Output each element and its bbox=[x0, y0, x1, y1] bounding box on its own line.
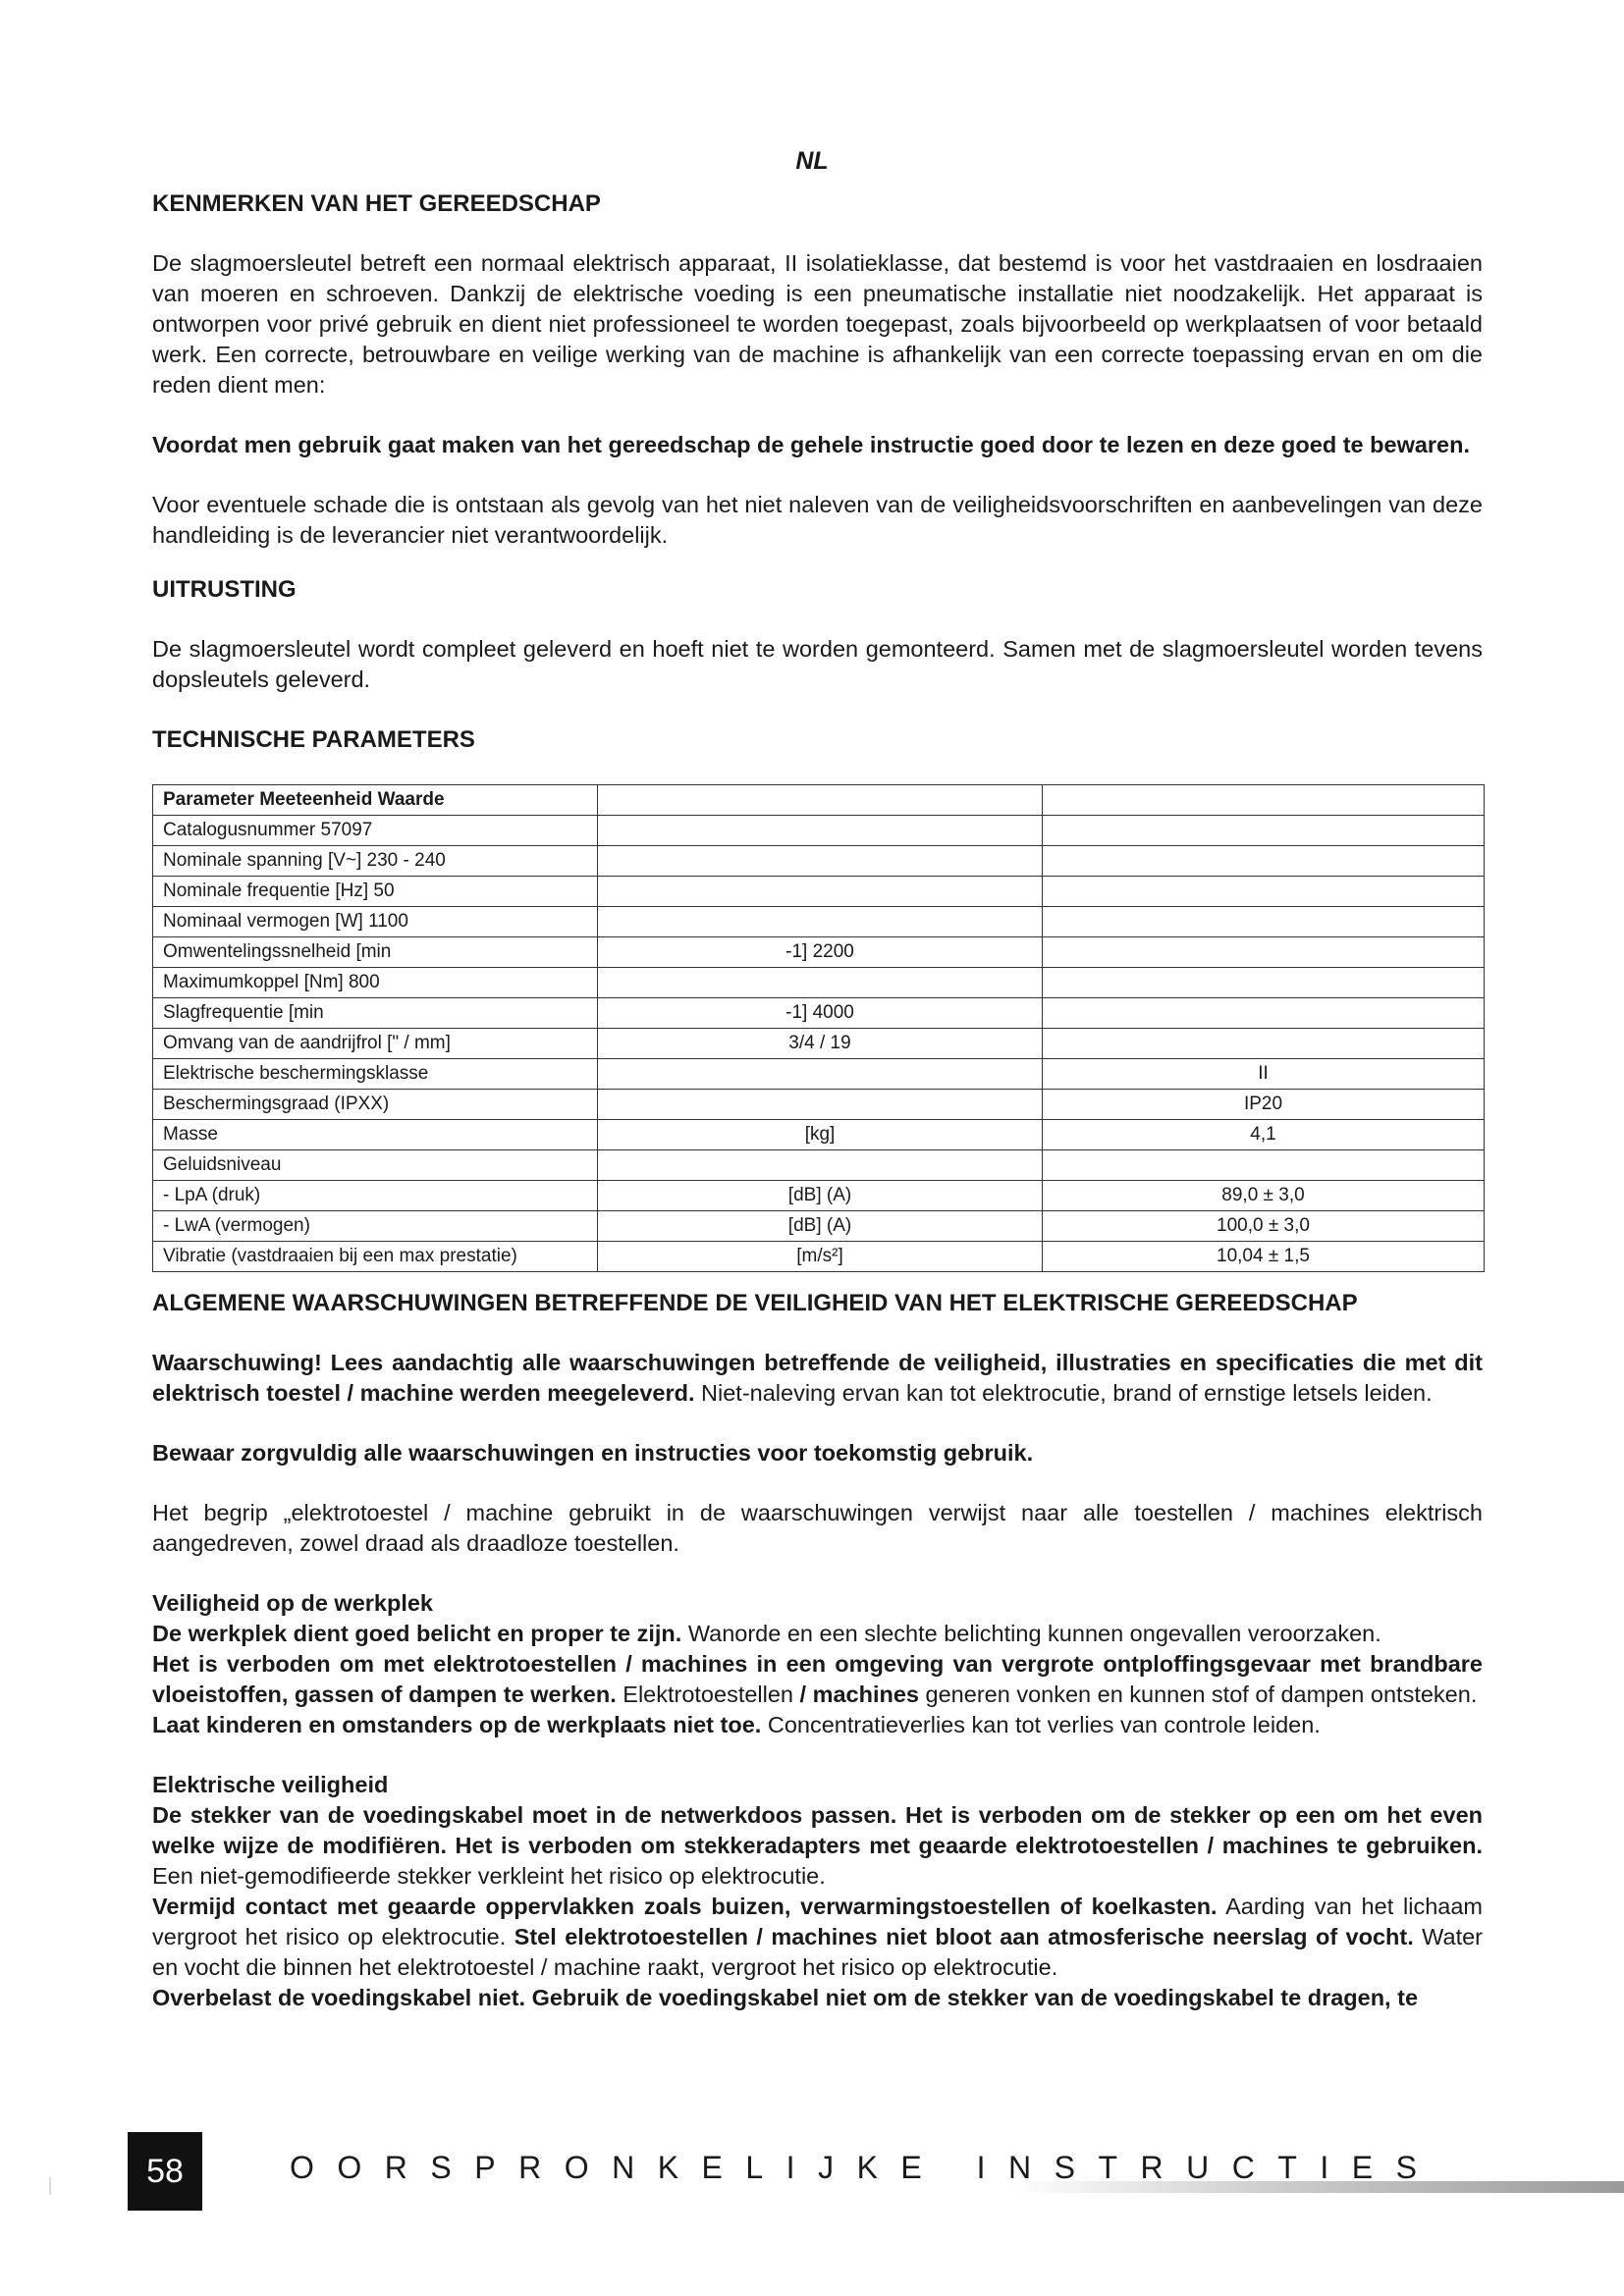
table-cell: 89,0 ± 3,0 bbox=[1043, 1181, 1485, 1211]
werkplek-line-2-bold: Het is verboden om met elektrotoestellen / machines in een omgeving van vergrote ontploffingsgevaar met brandbare vloeistoffen, gassen of dampen te werken. bbox=[152, 1651, 1483, 1707]
elektrisch-p2-text: Aarding van het lichaam vergroot het risico op elektrocutie. bbox=[152, 1894, 1483, 1949]
table-cell bbox=[1043, 785, 1485, 816]
werkplek-line-1 bbox=[152, 1619, 1483, 1649]
table-cell: Elektrische beschermingsklasse bbox=[153, 1059, 598, 1090]
table-row bbox=[153, 1120, 1485, 1150]
table-row bbox=[153, 877, 1485, 907]
elektrisch-p2-bold: Vermijd contact met geaarde oppervlakken zoals buizen, verwarmingstoestellen of koelkasten. bbox=[152, 1894, 1218, 1919]
table-row bbox=[153, 846, 1485, 877]
warning-normal: Niet-naleving ervan kan tot elektrocutie, brand of ernstige letsels leiden. bbox=[694, 1380, 1433, 1406]
table-cell: Geluidsniveau bbox=[153, 1150, 598, 1181]
elektrisch-p1-bold: De stekker van de voedingskabel moet in de netwerkdoos passen. Het is verboden om de stekker op een om het even welke wijze de modifiëren. Het is verboden om stekkeradapters met geaarde elektrotoestellen / machines te gebruiken. bbox=[152, 1802, 1483, 1858]
table-cell bbox=[598, 968, 1043, 998]
elektrisch-paragraph-3 bbox=[152, 1983, 1483, 2013]
table-cell bbox=[1043, 846, 1485, 877]
table-cell bbox=[1043, 968, 1485, 998]
heading-kenmerken: KENMERKEN VAN HET GEREEDSCHAP bbox=[152, 190, 601, 217]
table-cell bbox=[598, 877, 1043, 907]
table-cell bbox=[1043, 816, 1485, 846]
werkplek-line-1-text: Wanorde en een slechte belichting kunnen ongevallen veroorzaken. bbox=[681, 1621, 1381, 1646]
table-cell: 10,04 ± 1,5 bbox=[1043, 1242, 1485, 1272]
elektrisch-p2-bold-b: Stel elektrotoestellen / machines niet bloot aan atmosferische neerslag of vocht. bbox=[514, 1924, 1414, 1949]
warning-paragraph bbox=[152, 1348, 1483, 1409]
table-cell: II bbox=[1043, 1059, 1485, 1090]
elektrisch-paragraph-2 bbox=[152, 1892, 1483, 1983]
werkplek-line-1-bold: De werkplek dient goed belicht en proper te zijn. bbox=[152, 1621, 682, 1646]
table-row bbox=[153, 1150, 1485, 1181]
table-cell: [dB] (A) bbox=[598, 1181, 1043, 1211]
table-cell: - LpA (druk) bbox=[153, 1181, 598, 1211]
elektrisch-p2-text-b: Water en vocht die binnen het elektrotoestel / machine raakt, vergroot het risico op elektrocutie. bbox=[152, 1924, 1483, 1980]
keep-instructions-paragraph bbox=[152, 1438, 1483, 1468]
werkplek-line-2-bold-b: / machines bbox=[799, 1682, 920, 1707]
table-cell: Nominale frequentie [Hz] 50 bbox=[153, 877, 598, 907]
werkplek-line-3 bbox=[152, 1710, 1483, 1740]
heading-technische-parameters: TECHNISCHE PARAMETERS bbox=[152, 726, 475, 753]
table-cell: Slagfrequentie [min bbox=[153, 998, 598, 1029]
table-row bbox=[153, 1181, 1485, 1211]
table-cell: Maximumkoppel [Nm] 800 bbox=[153, 968, 598, 998]
table-cell: [dB] (A) bbox=[598, 1211, 1043, 1242]
table-cell bbox=[598, 846, 1043, 877]
table-row bbox=[153, 816, 1485, 846]
elektrisch-section bbox=[152, 1770, 1483, 2013]
table-cell bbox=[598, 907, 1043, 937]
table-cell bbox=[1043, 1029, 1485, 1059]
technical-parameters-table bbox=[152, 784, 1485, 1272]
kenmerken-bold-paragraph bbox=[152, 430, 1483, 460]
table-cell: [kg] bbox=[598, 1120, 1043, 1150]
table-row bbox=[153, 1059, 1485, 1090]
table-cell bbox=[598, 1090, 1043, 1120]
table-cell bbox=[598, 816, 1043, 846]
table-cell: Nominale spanning [V~] 230 - 240 bbox=[153, 846, 598, 877]
table-row bbox=[153, 1090, 1485, 1120]
table-cell: -1] 2200 bbox=[598, 937, 1043, 968]
table-row bbox=[153, 1242, 1485, 1272]
table-row bbox=[153, 998, 1485, 1029]
table-cell: Omwentelingssnelheid [min bbox=[153, 937, 598, 968]
werkplek-line-2 bbox=[152, 1649, 1483, 1710]
table-cell bbox=[1043, 907, 1485, 937]
elektrisch-paragraph-1 bbox=[152, 1800, 1483, 1892]
page-number: 58 bbox=[128, 2132, 202, 2211]
table-cell bbox=[598, 1059, 1043, 1090]
werkplek-line-3-bold: Laat kinderen en omstanders op de werkplaats niet toe. bbox=[152, 1712, 762, 1737]
table-row bbox=[153, 937, 1485, 968]
table-cell bbox=[598, 1150, 1043, 1181]
uitrusting-paragraph: De slagmoersleutel wordt compleet geleverd en hoeft niet te worden gemonteerd. Samen met de slagmoersleutel worden tevens dopsleutels geleverd. bbox=[152, 636, 1483, 692]
keep-instructions-text: Bewaar zorgvuldig alle waarschuwingen en instructies voor toekomstig gebruik. bbox=[152, 1440, 1034, 1466]
heading-uitrusting: UITRUSTING bbox=[152, 576, 297, 603]
table-row bbox=[153, 1211, 1485, 1242]
table-cell: Beschermingsgraad (IPXX) bbox=[153, 1090, 598, 1120]
werkplek-line-3-text: Concentratieverlies kan tot verlies van controle leiden. bbox=[761, 1712, 1321, 1737]
language-tag: NL bbox=[795, 147, 829, 175]
table-row bbox=[153, 1029, 1485, 1059]
table-cell: [m/s²] bbox=[598, 1242, 1043, 1272]
kenmerken-paragraph: De slagmoersleutel betreft een normaal elektrisch apparaat, II isolatieklasse, dat bestemd is voor het vastdraaien en losdraaien van moeren en schroeven. Dankzij de elektrische voeding is een pneumatische installatie niet noodzakelijk. Het apparaat is ontworpen voor privé gebruik en dient niet professioneel te worden toegepast, zoals bijvoorbeeld op werkplaatsen of voor betaald werk. Een correcte, betrouwbare en veilige werking van de machine is afhankelijk van een correcte toepassing ervan en om die reden dient men: bbox=[152, 250, 1483, 398]
table-row bbox=[153, 907, 1485, 937]
table-cell: -1] 4000 bbox=[598, 998, 1043, 1029]
page-content bbox=[152, 188, 1483, 2013]
table-cell: Parameter Meeteenheid Waarde bbox=[153, 785, 598, 816]
table-cell bbox=[1043, 937, 1485, 968]
table-cell: Omvang van de aandrijfrol [" / mm] bbox=[153, 1029, 598, 1059]
footer-title: OORSPRONKELIJKE INSTRUCTIES bbox=[290, 2150, 1440, 2185]
table-header-row bbox=[153, 785, 1485, 816]
table-cell bbox=[598, 785, 1043, 816]
table-cell: 3/4 / 19 bbox=[598, 1029, 1043, 1059]
heading-algemene-waarschuwingen: ALGEMENE WAARSCHUWINGEN BETREFFENDE DE VEILIGHEID VAN HET ELEKTRISCHE GEREEDSCHAP bbox=[152, 1290, 1358, 1316]
table-cell: 100,0 ± 3,0 bbox=[1043, 1211, 1485, 1242]
table-cell: - LwA (vermogen) bbox=[153, 1211, 598, 1242]
kenmerken-bold-text: Voordat men gebruik gaat maken van het gereedschap de gehele instructie goed door te lezen en deze goed te bewaren. bbox=[152, 432, 1471, 457]
table-cell: Nominaal vermogen [W] 1100 bbox=[153, 907, 598, 937]
werkplek-section bbox=[152, 1588, 1483, 1740]
warning-bold: Waarschuwing! Lees aandachtig alle waarschuwingen betreffende de veiligheid, illustraties en specificaties die met dit elektrisch toestel / machine werden meegeleverd. bbox=[152, 1350, 1483, 1406]
table-row bbox=[153, 968, 1485, 998]
table-cell bbox=[1043, 998, 1485, 1029]
elektrisch-heading: Elektrische veiligheid bbox=[152, 1772, 389, 1797]
table-cell: 4,1 bbox=[1043, 1120, 1485, 1150]
table-cell: Vibratie (vastdraaien bij een max prestatie) bbox=[153, 1242, 598, 1272]
table-cell: Masse bbox=[153, 1120, 598, 1150]
table-cell bbox=[1043, 877, 1485, 907]
werkplek-line-2-text-a: Elektrotoestellen bbox=[616, 1682, 800, 1707]
elektrisch-p3-bold: Overbelast de voedingskabel niet. Gebruik de voedingskabel niet om de stekker van de voedingskabel te dragen, te bbox=[152, 1985, 1419, 2010]
table-cell bbox=[1043, 1150, 1485, 1181]
kenmerken-liability-paragraph: Voor eventuele schade die is ontstaan als gevolg van het niet naleven van de veiligheidsvoorschriften en aanbevelingen van deze handleiding is de leverancier niet verantwoordelijk. bbox=[152, 492, 1483, 548]
table-cell: IP20 bbox=[1043, 1090, 1485, 1120]
margin-mark bbox=[49, 2177, 51, 2195]
werkplek-heading: Veiligheid op de werkplek bbox=[152, 1590, 434, 1616]
elektrisch-p1-text: Een niet-gemodifieerde stekker verkleint het risico op elektrocutie. bbox=[152, 1863, 826, 1889]
table-cell: Catalogusnummer 57097 bbox=[153, 816, 598, 846]
page-footer bbox=[128, 2132, 1591, 2211]
werkplek-line-2-text-b: generen vonken en kunnen stof of dampen ontsteken. bbox=[919, 1682, 1478, 1707]
begrip-paragraph: Het begrip „elektrotoestel / machine gebruikt in de waarschuwingen verwijst naar alle toestellen / machines elektrisch aangedreven, zowel draad als draadloze toestellen. bbox=[152, 1500, 1483, 1556]
